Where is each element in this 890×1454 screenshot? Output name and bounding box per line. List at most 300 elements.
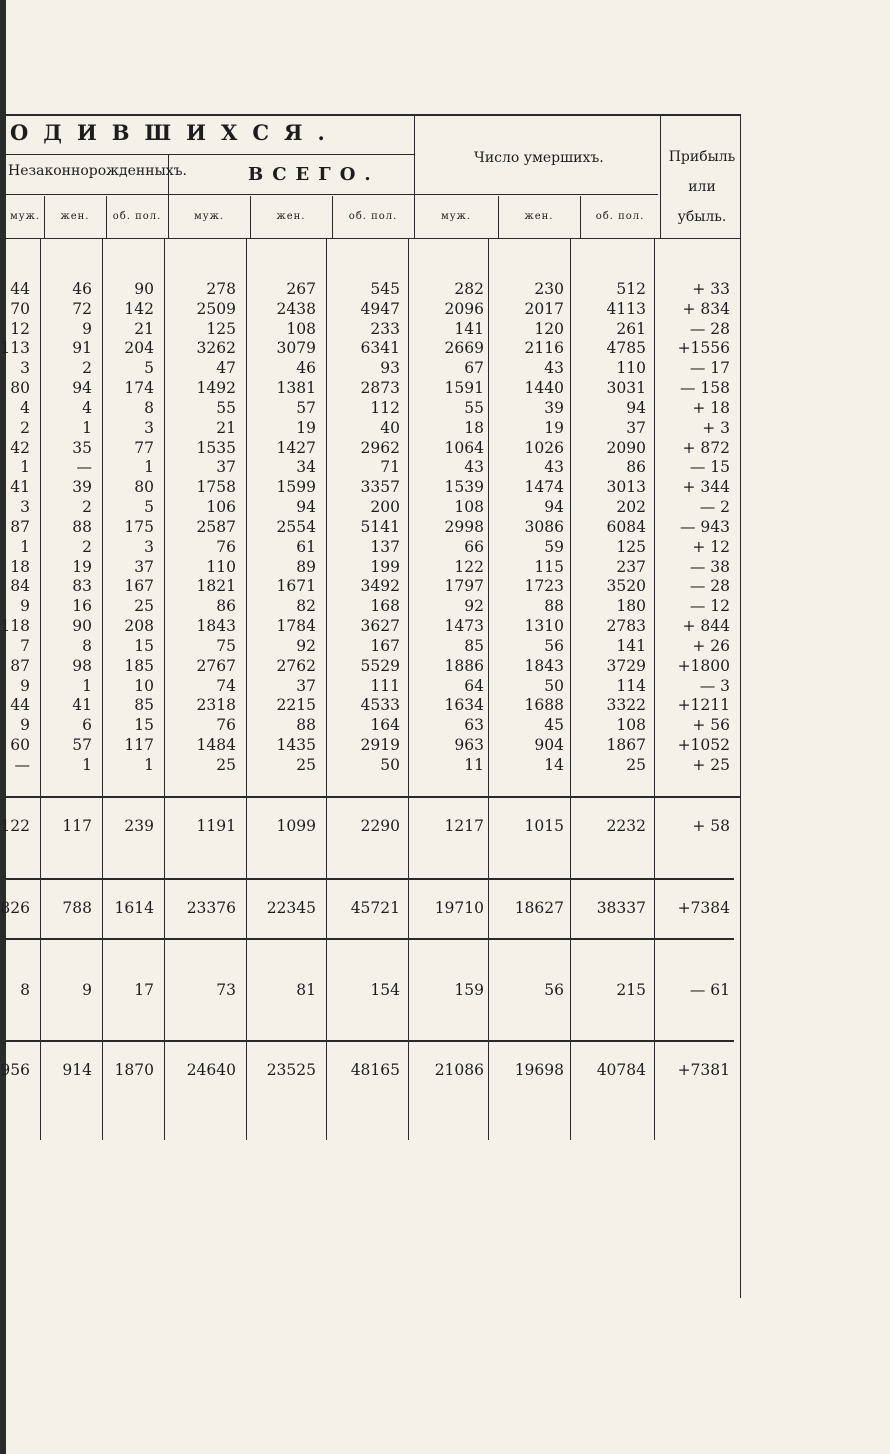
table-cell: 21 — [134, 319, 154, 338]
table-cell: 1 — [82, 676, 92, 695]
table-cell: 2783 — [606, 617, 646, 636]
table-cell: 88 — [72, 517, 92, 536]
table-cell: — — [14, 755, 30, 774]
table-cell: 1492 — [196, 379, 236, 398]
table-cell: 70 — [10, 299, 30, 318]
table-cell: 9 — [20, 716, 30, 735]
table-cell: 175 — [124, 517, 154, 536]
table-cell: 3492 — [360, 577, 400, 596]
col-label: жен. — [60, 210, 90, 222]
table-cell: 110 — [206, 557, 236, 576]
table-row — [0, 756, 740, 776]
summary-cell: 23376 — [186, 899, 236, 917]
table-cell: 122 — [454, 557, 484, 576]
table-cell: 174 — [124, 379, 154, 398]
table-cell: 57 — [72, 736, 92, 755]
table-cell: 114 — [616, 676, 646, 695]
table-cell: 25 — [216, 755, 236, 774]
table-cell: 2998 — [444, 517, 484, 536]
summary-cell: 81 — [296, 981, 316, 999]
table-row — [0, 419, 740, 439]
table-cell: 94 — [626, 398, 646, 417]
table-cell: + 834 — [682, 299, 730, 318]
table-row — [0, 379, 740, 399]
table-cell: 9 — [82, 319, 92, 338]
table-cell: 85 — [134, 696, 154, 715]
table-cell: 76 — [216, 716, 236, 735]
table-cell: 35 — [72, 438, 92, 457]
subheader-rule — [6, 194, 658, 195]
table-cell: 8 — [144, 398, 154, 417]
table-cell: 2587 — [196, 517, 236, 536]
table-cell: — 17 — [689, 359, 730, 378]
summary-cell: 956 — [0, 1061, 30, 1079]
summary-cell: 2232 — [606, 817, 646, 835]
table-cell: 167 — [124, 577, 154, 596]
table-cell: 2762 — [276, 656, 316, 675]
table-cell: 89 — [296, 557, 316, 576]
table-cell: 110 — [616, 359, 646, 378]
table-cell: 4113 — [606, 299, 646, 318]
table-cell: 2 — [82, 537, 92, 556]
table-cell: 106 — [206, 498, 236, 517]
table-cell: 3 — [144, 537, 154, 556]
table-cell: 14 — [544, 755, 564, 774]
table-cell: 77 — [134, 438, 154, 457]
table-cell: 94 — [72, 379, 92, 398]
table-row — [0, 538, 740, 558]
table-cell: 1591 — [444, 379, 484, 398]
table-cell: 2 — [82, 498, 92, 517]
table-row — [0, 716, 740, 736]
table-cell: 164 — [370, 716, 400, 735]
summary-cell: 1015 — [524, 817, 564, 835]
table-row — [0, 597, 740, 617]
table-row — [0, 478, 740, 498]
summary-cell: 21086 — [434, 1061, 484, 1079]
table-cell: 37 — [626, 418, 646, 437]
summary-row — [0, 978, 740, 1002]
table-cell: 261 — [616, 319, 646, 338]
table-cell: 3086 — [524, 517, 564, 536]
table-cell: 57 — [296, 398, 316, 417]
header-illegitimate: Незаконнорожденныхъ. — [8, 163, 187, 179]
table-cell: 6341 — [360, 339, 400, 358]
table-cell: 19 — [72, 557, 92, 576]
table-cell: 3627 — [360, 617, 400, 636]
table-row — [0, 458, 740, 478]
table-cell: 44 — [10, 696, 30, 715]
table-cell: 43 — [544, 359, 564, 378]
summary-cell: 2290 — [360, 817, 400, 835]
table-cell: 185 — [124, 656, 154, 675]
table-cell: 86 — [626, 458, 646, 477]
table-cell: — 28 — [689, 577, 730, 596]
summary-cell: 38337 — [596, 899, 646, 917]
table-cell: 90 — [134, 280, 154, 298]
summary-cell: — 61 — [689, 981, 730, 999]
table-cell: 230 — [534, 280, 564, 298]
table-cell: 2669 — [444, 339, 484, 358]
table-cell: 141 — [454, 319, 484, 338]
table-cell: 125 — [206, 319, 236, 338]
table-cell: 963 — [454, 736, 484, 755]
table-cell: — 2 — [699, 498, 730, 517]
table-cell: + 3 — [702, 418, 730, 437]
table-top-rule — [6, 114, 740, 116]
table-row — [0, 439, 740, 459]
table-cell: 75 — [216, 636, 236, 655]
table-cell: 3 — [20, 498, 30, 517]
body-bottom-rule — [6, 796, 740, 798]
table-cell: 1427 — [276, 438, 316, 457]
table-cell: 80 — [10, 379, 30, 398]
table-cell: 21 — [216, 418, 236, 437]
table-cell: 1671 — [276, 577, 316, 596]
summary-cell: 117 — [62, 817, 92, 835]
table-cell: 199 — [370, 557, 400, 576]
table-cell: + 344 — [682, 478, 730, 497]
table-cell: 2 — [20, 418, 30, 437]
table-cell: 55 — [464, 398, 484, 417]
table-cell: 9 — [20, 597, 30, 616]
table-cell: 92 — [464, 597, 484, 616]
table-cell: 6084 — [606, 517, 646, 536]
table-cell: 15 — [134, 636, 154, 655]
table-cell: 1064 — [444, 438, 484, 457]
table-cell: 84 — [10, 577, 30, 596]
table-cell: 76 — [216, 537, 236, 556]
table-cell: 545 — [370, 280, 400, 298]
table-cell: 5 — [144, 359, 154, 378]
summary-cell: 239 — [124, 817, 154, 835]
summary-cell: +7384 — [677, 899, 730, 917]
table-cell: 1 — [20, 458, 30, 477]
table-cell: 237 — [616, 557, 646, 576]
table-cell: +1800 — [677, 656, 730, 675]
summary-cell: 23525 — [266, 1061, 316, 1079]
table-row — [0, 359, 740, 379]
table-cell: 137 — [370, 537, 400, 556]
header-bottom-rule — [6, 238, 740, 239]
table-row — [0, 577, 740, 597]
table-cell: 180 — [616, 597, 646, 616]
table-cell: 82 — [296, 597, 316, 616]
summary-cell: 24640 — [186, 1061, 236, 1079]
table-cell: 45 — [544, 716, 564, 735]
table-cell: 88 — [296, 716, 316, 735]
table-cell: 71 — [380, 458, 400, 477]
table-row — [0, 696, 740, 716]
table-cell: 60 — [10, 736, 30, 755]
table-cell: 3 — [144, 418, 154, 437]
table-cell: 125 — [616, 537, 646, 556]
table-cell: 55 — [216, 398, 236, 417]
table-cell: 1 — [82, 755, 92, 774]
table-cell: — 15 — [689, 458, 730, 477]
table-cell: — 12 — [689, 597, 730, 616]
table-cell: 2438 — [276, 299, 316, 318]
table-cell: 2318 — [196, 696, 236, 715]
table-cell: + 56 — [692, 716, 730, 735]
table-cell: 61 — [296, 537, 316, 556]
table-cell: 1473 — [444, 617, 484, 636]
table-row — [0, 320, 740, 340]
table-cell: 2767 — [196, 656, 236, 675]
table-cell: 3520 — [606, 577, 646, 596]
table-cell: 1539 — [444, 478, 484, 497]
table-cell: 111 — [370, 676, 400, 695]
table-cell: 141 — [616, 636, 646, 655]
table-cell: 67 — [464, 359, 484, 378]
table-row — [0, 498, 740, 518]
table-cell: 113 — [0, 339, 30, 358]
table-cell: 1784 — [276, 617, 316, 636]
table-cell: 2090 — [606, 438, 646, 457]
table-cell: 87 — [10, 517, 30, 536]
table-cell: 37 — [296, 676, 316, 695]
summary-row — [0, 896, 740, 920]
table-cell: 2962 — [360, 438, 400, 457]
table-cell: 88 — [544, 597, 564, 616]
table-row — [0, 339, 740, 359]
table-cell: 4 — [82, 398, 92, 417]
table-cell: 7 — [20, 636, 30, 655]
table-cell: + 26 — [692, 636, 730, 655]
table-cell: 2116 — [524, 339, 564, 358]
table-cell: 208 — [124, 617, 154, 636]
table-cell: 94 — [296, 498, 316, 517]
table-cell: 46 — [72, 280, 92, 298]
table-cell: +1211 — [677, 696, 730, 715]
table-cell: 233 — [370, 319, 400, 338]
table-cell: 2 — [82, 359, 92, 378]
table-cell: 202 — [616, 498, 646, 517]
table-cell: 1484 — [196, 736, 236, 755]
table-cell: 2554 — [276, 517, 316, 536]
table-cell: 44 — [10, 280, 30, 298]
summary-cell: 1191 — [196, 817, 236, 835]
table-cell: 2017 — [524, 299, 564, 318]
table-row — [0, 657, 740, 677]
table-cell: 59 — [544, 537, 564, 556]
table-cell: 1435 — [276, 736, 316, 755]
table-row — [0, 637, 740, 657]
table-cell: 19 — [544, 418, 564, 437]
table-cell: 1535 — [196, 438, 236, 457]
table-cell: 904 — [534, 736, 564, 755]
table-cell: 41 — [10, 478, 30, 497]
summary-cell: 40784 — [596, 1061, 646, 1079]
table-cell: 83 — [72, 577, 92, 596]
table-cell: 4947 — [360, 299, 400, 318]
table-cell: 112 — [370, 398, 400, 417]
table-cell: 1758 — [196, 478, 236, 497]
summary-cell: 48165 — [350, 1061, 400, 1079]
table-cell: 1599 — [276, 478, 316, 497]
header-gain-loss: Прибыль или убыль. — [668, 149, 736, 225]
table-cell: 3729 — [606, 656, 646, 675]
table-cell: 46 — [296, 359, 316, 378]
table-cell: — 3 — [699, 676, 730, 695]
col-label: муж. — [440, 210, 472, 222]
table-cell: 2873 — [360, 379, 400, 398]
col-label: жен. — [524, 210, 554, 222]
summary-cell: 8 — [20, 981, 30, 999]
table-cell: 168 — [370, 597, 400, 616]
summary-cell: 154 — [370, 981, 400, 999]
table-cell: 3322 — [606, 696, 646, 715]
table-cell: 512 — [616, 280, 646, 298]
summary-rule-2 — [6, 938, 734, 940]
table-cell: 41 — [72, 696, 92, 715]
table-cell: 1 — [144, 458, 154, 477]
table-cell: 1723 — [524, 577, 564, 596]
table-cell: 39 — [544, 398, 564, 417]
table-cell: 1886 — [444, 656, 484, 675]
summary-cell: 19710 — [434, 899, 484, 917]
summary-rule-1 — [6, 878, 734, 880]
summary-cell: +7381 — [677, 1061, 730, 1079]
col-label: муж. — [193, 210, 225, 222]
table-cell: 1843 — [196, 617, 236, 636]
table-row — [0, 300, 740, 320]
table-cell: 3 — [20, 359, 30, 378]
table-cell: 86 — [216, 597, 236, 616]
table-row — [0, 617, 740, 637]
table-cell: 39 — [72, 478, 92, 497]
table-cell: + 25 — [692, 755, 730, 774]
table-cell: 92 — [296, 636, 316, 655]
table-cell: 47 — [216, 359, 236, 378]
table-cell: 64 — [464, 676, 484, 695]
table-cell: 1634 — [444, 696, 484, 715]
col-label: об. пол. — [348, 210, 398, 222]
table-cell: 120 — [534, 319, 564, 338]
table-cell: 3262 — [196, 339, 236, 358]
table-cell: 16 — [72, 597, 92, 616]
summary-cell: 19698 — [514, 1061, 564, 1079]
table-row — [0, 677, 740, 697]
table-cell: 108 — [286, 319, 316, 338]
table-cell: 2096 — [444, 299, 484, 318]
summary-cell: 22345 — [266, 899, 316, 917]
table-cell: 1474 — [524, 478, 564, 497]
table-cell: 4533 — [360, 696, 400, 715]
summary-cell: 18627 — [514, 899, 564, 917]
table-cell: 80 — [134, 478, 154, 497]
header-divider-gain — [660, 114, 661, 238]
summary-cell: 215 — [616, 981, 646, 999]
table-cell: 1688 — [524, 696, 564, 715]
table-cell: 18 — [10, 557, 30, 576]
table-cell: — 28 — [689, 319, 730, 338]
table-cell: 1843 — [524, 656, 564, 675]
table-cell: 10 — [134, 676, 154, 695]
table-cell: + 18 — [692, 398, 730, 417]
header-deaths: Число умершихъ. — [474, 150, 604, 166]
header-title: ОДИВШИХСЯ. — [10, 120, 340, 145]
table-row — [0, 518, 740, 538]
table-cell: 267 — [286, 280, 316, 298]
col-label: муж. — [9, 210, 41, 222]
table-cell: — 38 — [689, 557, 730, 576]
table-cell: 19 — [296, 418, 316, 437]
table-cell: 117 — [124, 736, 154, 755]
table-cell: 1 — [144, 755, 154, 774]
table-cell: 282 — [454, 280, 484, 298]
table-cell: 37 — [134, 557, 154, 576]
table-cell: + 872 — [682, 438, 730, 457]
summary-cell: 1099 — [276, 817, 316, 835]
table-cell: 9 — [20, 676, 30, 695]
table-row — [0, 280, 740, 300]
table-cell: + 844 — [682, 617, 730, 636]
table-row — [0, 399, 740, 419]
summary-cell: 1217 — [444, 817, 484, 835]
summary-cell: 56 — [544, 981, 564, 999]
summary-cell: 122 — [0, 817, 30, 835]
summary-cell: 826 — [0, 899, 30, 917]
table-cell: 87 — [10, 656, 30, 675]
summary-cell: 1870 — [114, 1061, 154, 1079]
table-cell: 142 — [124, 299, 154, 318]
table-cell: 34 — [296, 458, 316, 477]
table-cell: + 12 — [692, 537, 730, 556]
table-cell: 66 — [464, 537, 484, 556]
table-cell: 74 — [216, 676, 236, 695]
summary-cell: 73 — [216, 981, 236, 999]
table-cell: 1867 — [606, 736, 646, 755]
summary-cell: 914 — [62, 1061, 92, 1079]
col-label: об. пол. — [112, 210, 162, 222]
table-cell: — 158 — [679, 379, 730, 398]
table-cell: 118 — [0, 617, 30, 636]
table-right-edge — [740, 114, 741, 1298]
table-cell: 90 — [72, 617, 92, 636]
table-cell: 11 — [464, 755, 484, 774]
table-cell: 204 — [124, 339, 154, 358]
summary-row — [0, 1058, 740, 1082]
table-cell: 12 — [10, 319, 30, 338]
table-cell: 2215 — [276, 696, 316, 715]
table-cell: 3079 — [276, 339, 316, 358]
table-cell: + 33 — [692, 280, 730, 298]
table-cell: 40 — [380, 418, 400, 437]
table-cell: 72 — [72, 299, 92, 318]
table-cell: 3031 — [606, 379, 646, 398]
table-cell: 25 — [296, 755, 316, 774]
table-cell: 1440 — [524, 379, 564, 398]
table-cell: 63 — [464, 716, 484, 735]
table-cell: 15 — [134, 716, 154, 735]
table-cell: 5529 — [360, 656, 400, 675]
table-cell: 43 — [464, 458, 484, 477]
header-total: ВСЕГО. — [248, 164, 380, 185]
table-cell: 1 — [20, 537, 30, 556]
table-cell: 1310 — [524, 617, 564, 636]
table-row — [0, 736, 740, 756]
table-cell: 37 — [216, 458, 236, 477]
table-row — [0, 558, 740, 578]
table-cell: 1821 — [196, 577, 236, 596]
summary-cell: 1614 — [114, 899, 154, 917]
table-cell: 85 — [464, 636, 484, 655]
table-cell: 42 — [10, 438, 30, 457]
table-cell: 115 — [534, 557, 564, 576]
table-cell: 93 — [380, 359, 400, 378]
table-cell: +1052 — [677, 736, 730, 755]
